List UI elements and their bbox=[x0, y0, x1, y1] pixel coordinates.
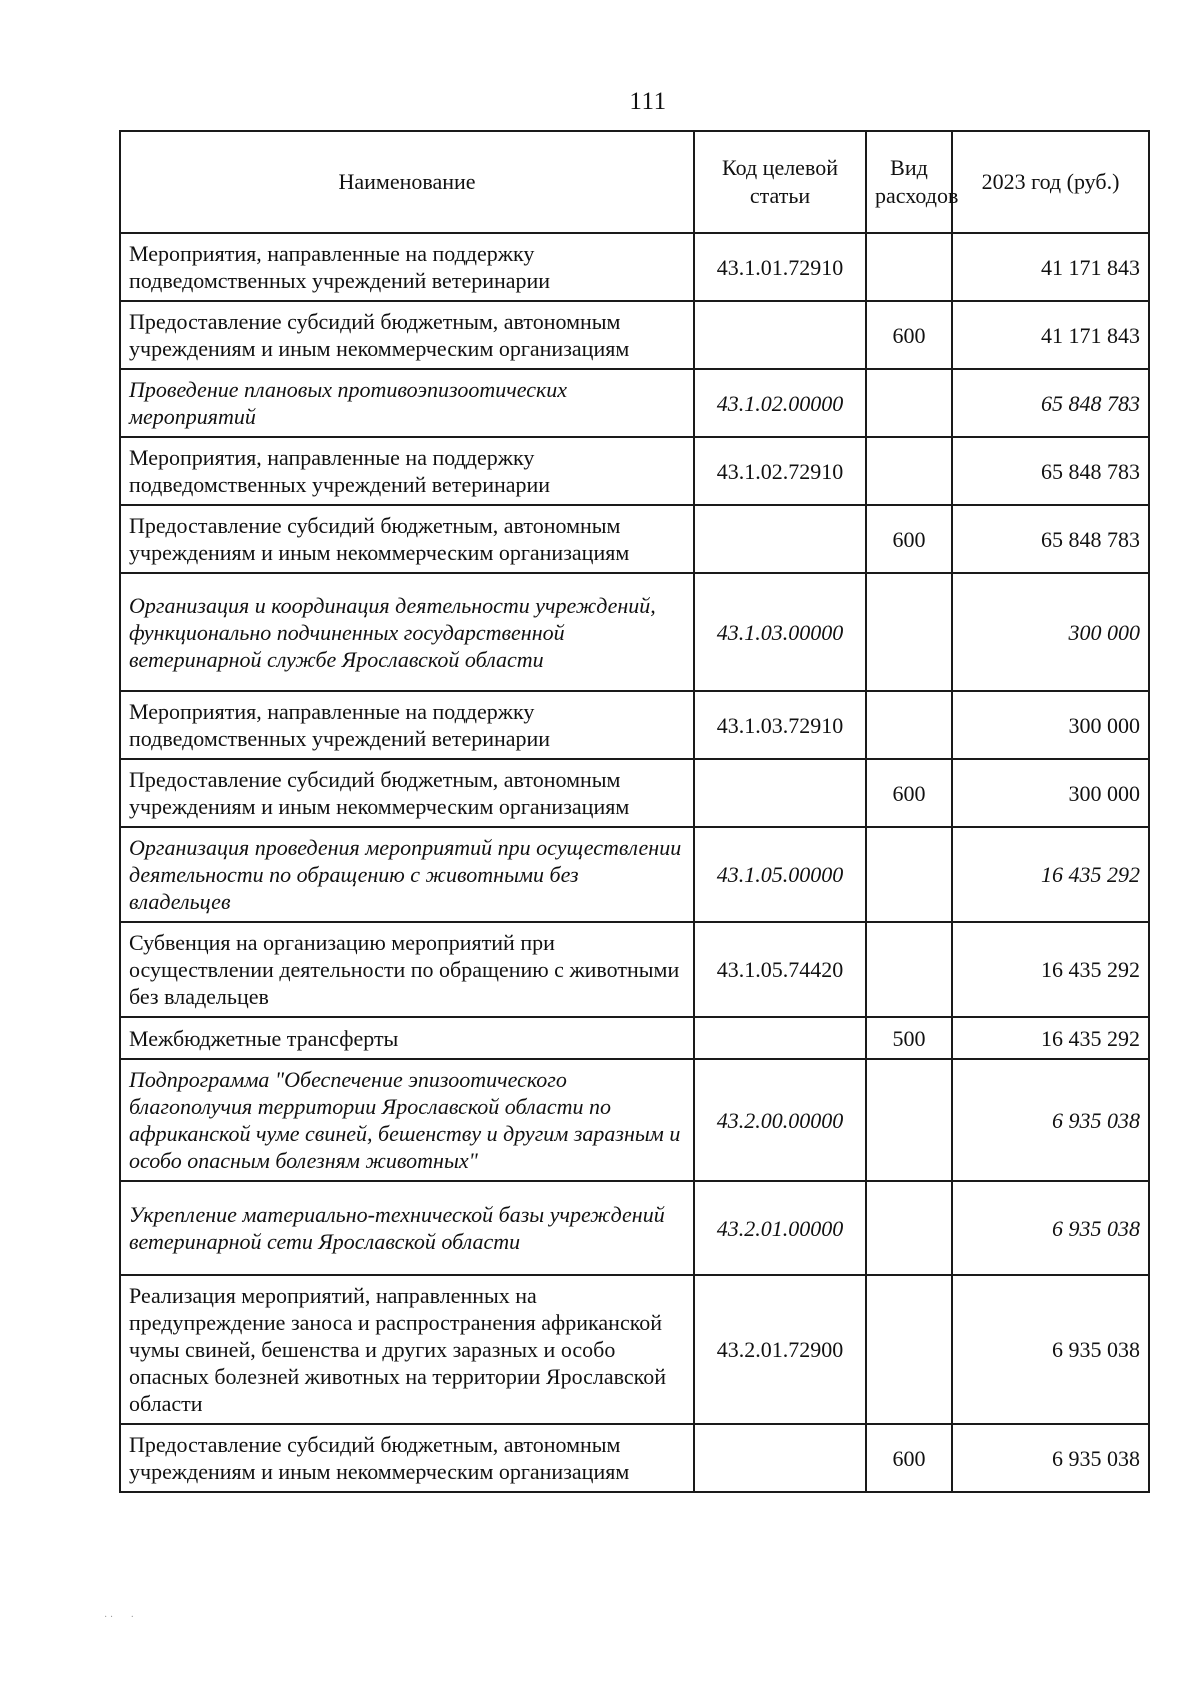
table-row bbox=[120, 233, 1149, 301]
cell-amount: 41 171 843 bbox=[952, 233, 1149, 301]
budget-table bbox=[119, 130, 1150, 1493]
cell-code bbox=[694, 1017, 866, 1059]
cell-type: 600 bbox=[866, 1424, 952, 1492]
cell-type: 600 bbox=[866, 505, 952, 573]
cell-name: Мероприятия, направленные на поддержку подведомственных учреждений ветеринарии bbox=[120, 437, 694, 505]
cell-type bbox=[866, 827, 952, 922]
cell-code: 43.1.05.74420 bbox=[694, 922, 866, 1017]
cell-code bbox=[694, 301, 866, 369]
page-number: 111 bbox=[629, 88, 667, 115]
cell-code: 43.1.03.00000 bbox=[694, 573, 866, 691]
cell-type bbox=[866, 1181, 952, 1275]
cell-amount: 6 935 038 bbox=[952, 1181, 1149, 1275]
table-row bbox=[120, 922, 1149, 1017]
cell-type: 500 bbox=[866, 1017, 952, 1059]
cell-name: Предоставление субсидий бюджетным, автономным учреждениям и иным некоммерческим организациям bbox=[120, 759, 694, 827]
cell-amount: 16 435 292 bbox=[952, 827, 1149, 922]
table-row bbox=[120, 827, 1149, 922]
cell-type bbox=[866, 369, 952, 437]
table-header-row bbox=[120, 131, 1149, 233]
table-row bbox=[120, 1424, 1149, 1492]
cell-amount: 16 435 292 bbox=[952, 922, 1149, 1017]
cell-amount: 300 000 bbox=[952, 691, 1149, 759]
cell-amount: 6 935 038 bbox=[952, 1059, 1149, 1181]
cell-type bbox=[866, 1275, 952, 1424]
cell-name: Организация проведения мероприятий при осуществлении деятельности по обращению с животными без владельцев bbox=[120, 827, 694, 922]
cell-code bbox=[694, 759, 866, 827]
cell-code bbox=[694, 1424, 866, 1492]
table-row bbox=[120, 1059, 1149, 1181]
cell-code: 43.2.00.00000 bbox=[694, 1059, 866, 1181]
cell-code: 43.1.02.72910 bbox=[694, 437, 866, 505]
table-row bbox=[120, 1275, 1149, 1424]
cell-name: Укрепление материально-технической базы учреждений ветеринарной сети Ярославской области bbox=[120, 1181, 694, 1275]
table-row bbox=[120, 301, 1149, 369]
header-type: Вид расходов bbox=[866, 131, 952, 233]
cell-amount: 300 000 bbox=[952, 573, 1149, 691]
cell-code: 43.2.01.72900 bbox=[694, 1275, 866, 1424]
cell-code: 43.2.01.00000 bbox=[694, 1181, 866, 1275]
header-name: Наименование bbox=[120, 131, 694, 233]
cell-type: 600 bbox=[866, 301, 952, 369]
table-body bbox=[120, 233, 1149, 1492]
header-amount: 2023 год (руб.) bbox=[952, 131, 1149, 233]
table-row bbox=[120, 1181, 1149, 1275]
cell-amount: 65 848 783 bbox=[952, 505, 1149, 573]
cell-amount: 6 935 038 bbox=[952, 1275, 1149, 1424]
cell-type bbox=[866, 1059, 952, 1181]
cell-type bbox=[866, 437, 952, 505]
cell-type: 600 bbox=[866, 759, 952, 827]
cell-code bbox=[694, 505, 866, 573]
cell-type bbox=[866, 573, 952, 691]
table-row bbox=[120, 369, 1149, 437]
table-row bbox=[120, 759, 1149, 827]
cell-amount: 65 848 783 bbox=[952, 369, 1149, 437]
scan-artifact-mark: · · · bbox=[104, 1612, 134, 1623]
cell-amount: 65 848 783 bbox=[952, 437, 1149, 505]
cell-type bbox=[866, 922, 952, 1017]
cell-amount: 6 935 038 bbox=[952, 1424, 1149, 1492]
cell-amount: 300 000 bbox=[952, 759, 1149, 827]
header-code: Код целевой статьи bbox=[694, 131, 866, 233]
cell-name: Предоставление субсидий бюджетным, автономным учреждениям и иным некоммерческим организациям bbox=[120, 301, 694, 369]
cell-name: Предоставление субсидий бюджетным, автономным учреждениям и иным некоммерческим организациям bbox=[120, 505, 694, 573]
cell-code: 43.1.05.00000 bbox=[694, 827, 866, 922]
cell-name: Организация и координация деятельности учреждений, функционально подчиненных государственной ветеринарной службе Ярославской области bbox=[120, 573, 694, 691]
cell-name: Предоставление субсидий бюджетным, автономным учреждениям и иным некоммерческим организациям bbox=[120, 1424, 694, 1492]
table-row bbox=[120, 1017, 1149, 1059]
cell-name: Мероприятия, направленные на поддержку подведомственных учреждений ветеринарии bbox=[120, 233, 694, 301]
table-row bbox=[120, 505, 1149, 573]
cell-name: Подпрограмма "Обеспечение эпизоотического благополучия территории Ярославской области по африканской чуме свиней, бешенству и другим заразным и особо опасным болезням животных" bbox=[120, 1059, 694, 1181]
cell-amount: 41 171 843 bbox=[952, 301, 1149, 369]
cell-code: 43.1.03.72910 bbox=[694, 691, 866, 759]
cell-name: Проведение плановых противоэпизоотических мероприятий bbox=[120, 369, 694, 437]
cell-name: Мероприятия, направленные на поддержку подведомственных учреждений ветеринарии bbox=[120, 691, 694, 759]
cell-name: Межбюджетные трансферты bbox=[120, 1017, 694, 1059]
cell-name: Реализация мероприятий, направленных на предупреждение заноса и распространения африканской чумы свиней, бешенства и других заразных и особо опасных болезней животных на территории Ярославской области bbox=[120, 1275, 694, 1424]
cell-amount: 16 435 292 bbox=[952, 1017, 1149, 1059]
table-row bbox=[120, 437, 1149, 505]
cell-name: Субвенция на организацию мероприятий при осуществлении деятельности по обращению с животными без владельцев bbox=[120, 922, 694, 1017]
cell-type bbox=[866, 691, 952, 759]
table-row bbox=[120, 691, 1149, 759]
cell-type bbox=[866, 233, 952, 301]
table-row bbox=[120, 573, 1149, 691]
cell-code: 43.1.01.72910 bbox=[694, 233, 866, 301]
cell-code: 43.1.02.00000 bbox=[694, 369, 866, 437]
